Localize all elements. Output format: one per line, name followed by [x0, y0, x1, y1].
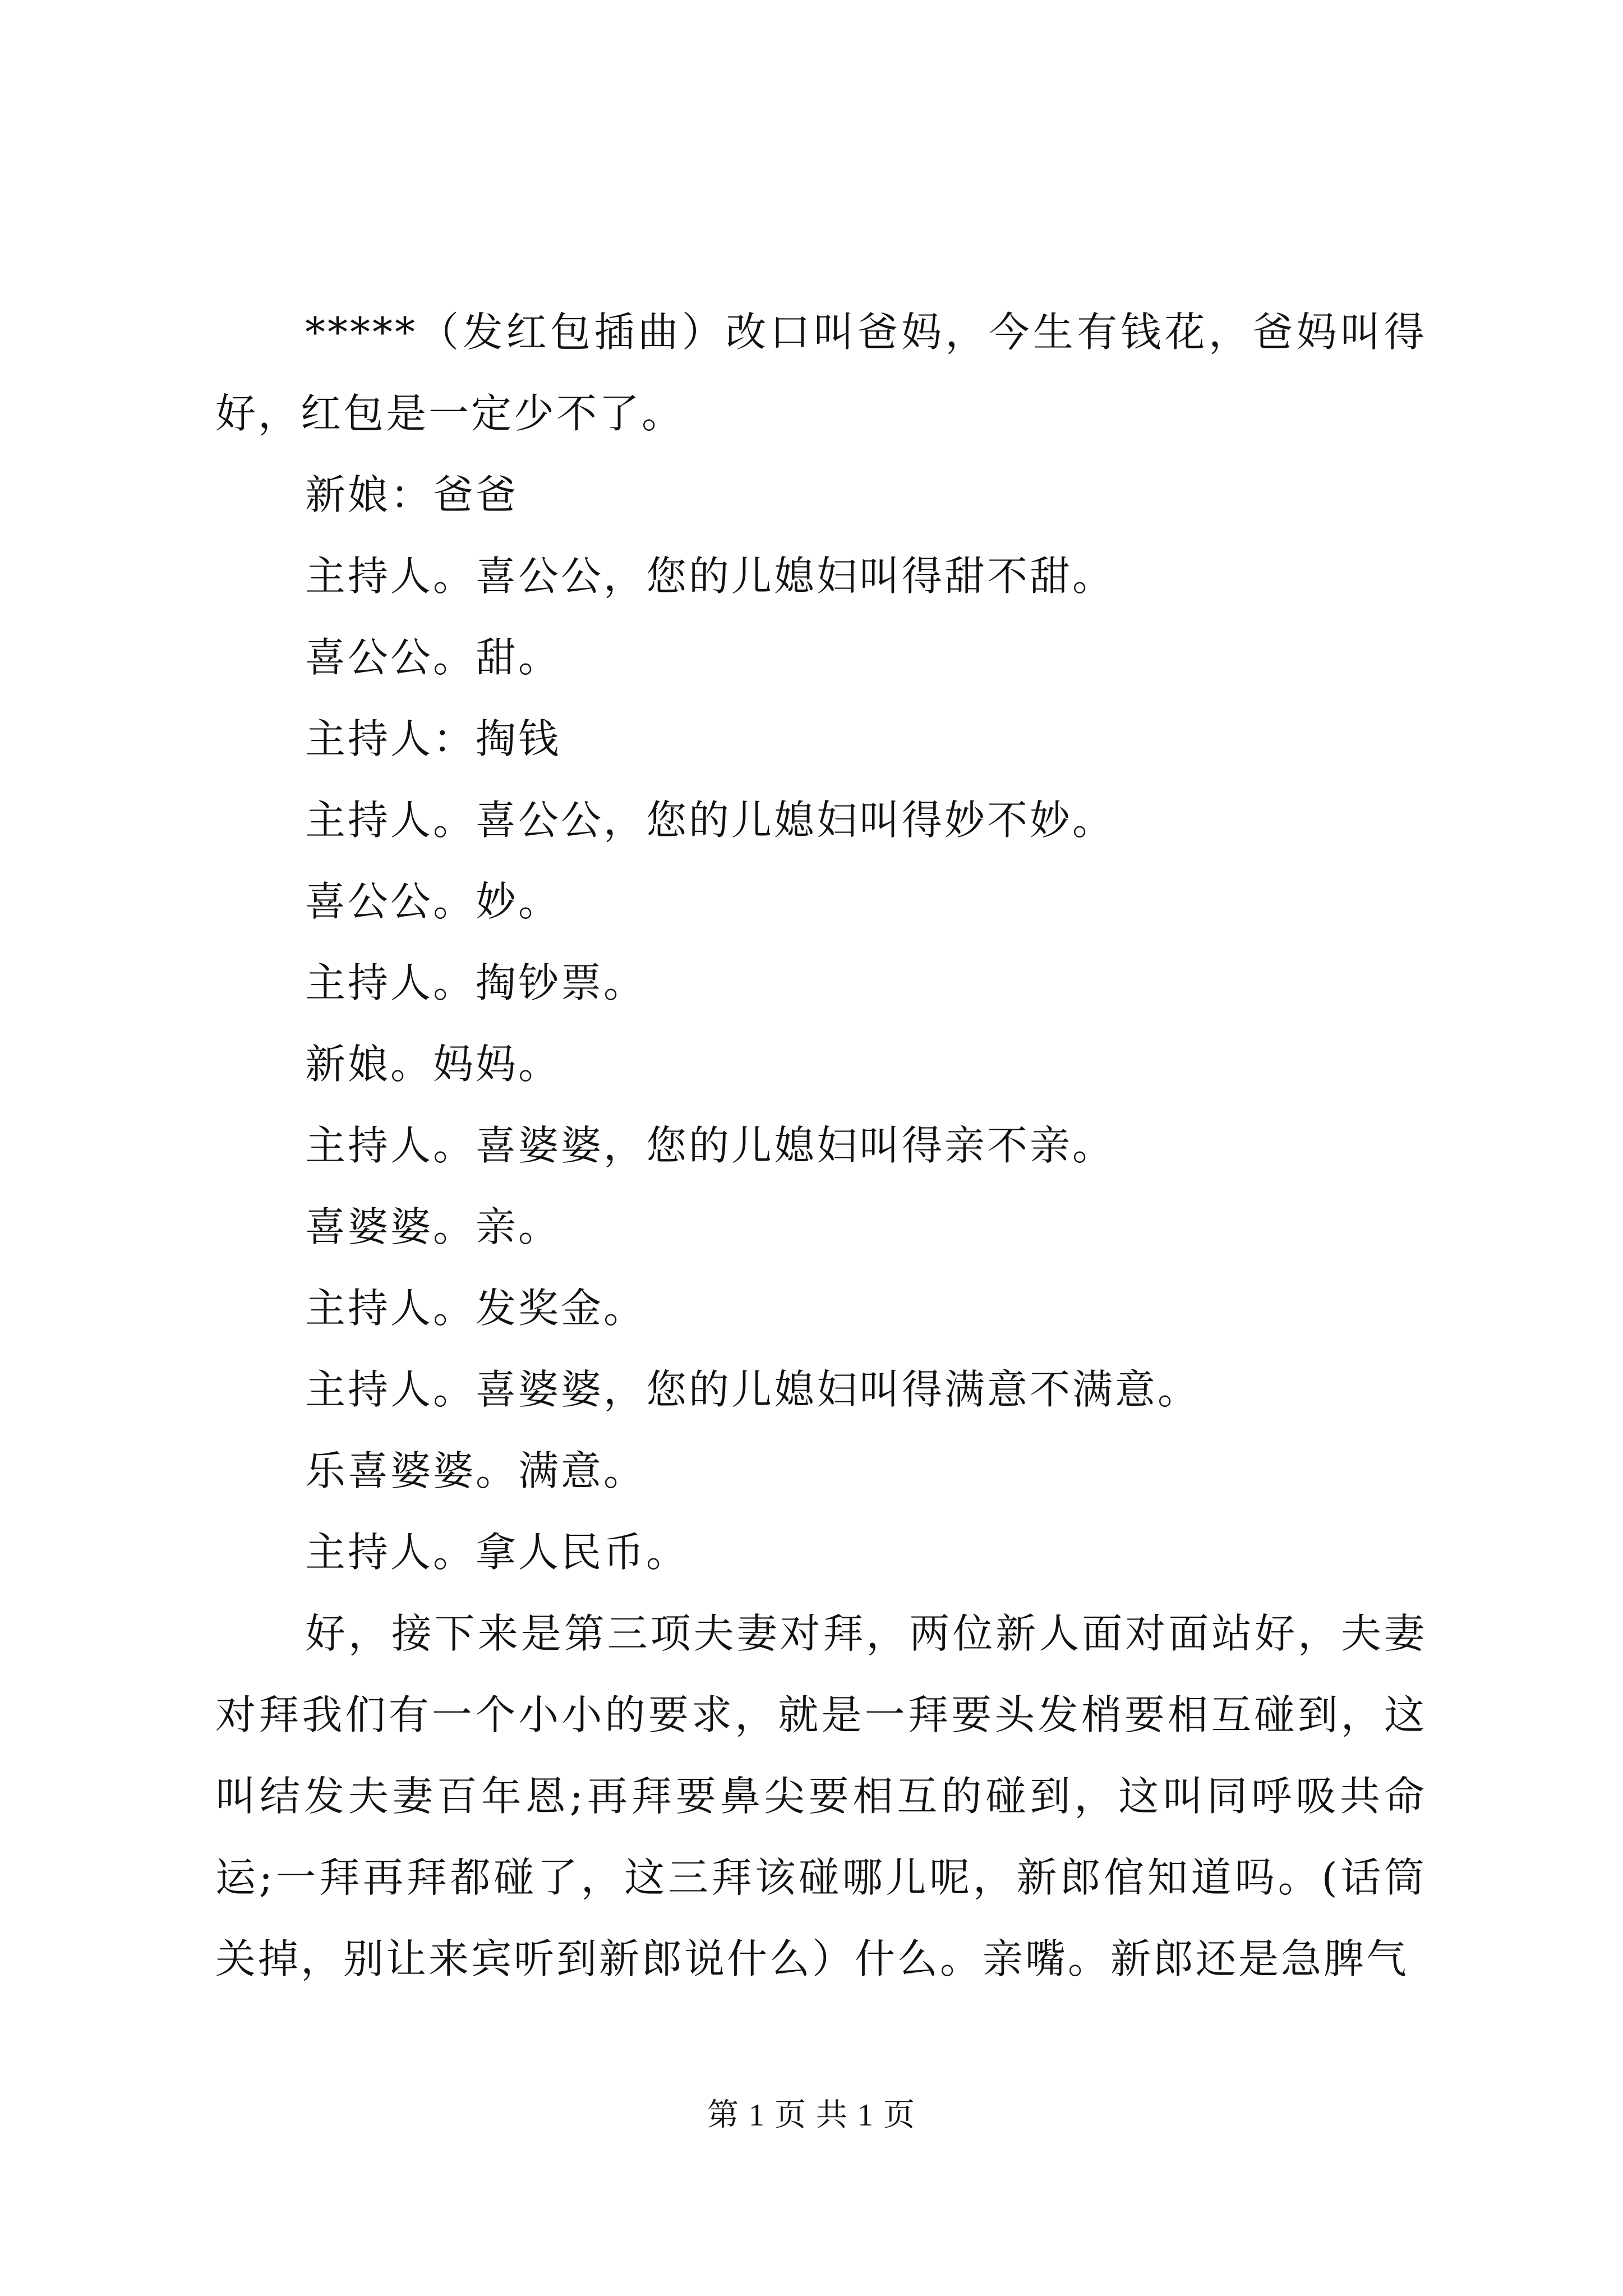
- dialogue-line: 主持人。拿人民币。: [305, 1529, 689, 1576]
- dialogue-line: 喜公公。妙。: [305, 878, 561, 925]
- dialogue-line: 乐喜婆婆。满意。: [305, 1447, 647, 1494]
- dialogue-line: 主持人。发奖金。: [305, 1285, 647, 1332]
- dialogue-line: 喜公公。甜。: [305, 634, 561, 681]
- document-body: [215, 292, 1427, 2000]
- dialogue-line: 主持人：掏钱: [305, 715, 561, 762]
- paragraph-red-envelope-intro: *****（发红包插曲）改口叫爸妈，今生有钱花，爸妈叫得好，红包是一定少不了。: [215, 309, 1427, 437]
- page-number-footer: 第 1 页 共 1 页: [707, 2098, 916, 2133]
- dialogue-line: 主持人。喜公公，您的儿媳妇叫得妙不妙。: [305, 797, 1115, 844]
- dialogue-line: 主持人。喜公公，您的儿媳妇叫得甜不甜。: [305, 553, 1115, 600]
- dialogue-line: 主持人。喜婆婆，您的儿媳妇叫得亲不亲。: [305, 1122, 1115, 1169]
- dialogue-line: 主持人。喜婆婆，您的儿媳妇叫得满意不满意。: [305, 1366, 1201, 1413]
- dialogue-line: 主持人。掏钞票。: [305, 959, 647, 1006]
- dialogue-line: 喜婆婆。亲。: [305, 1203, 561, 1250]
- dialogue-line: 新娘：爸爸: [305, 471, 519, 518]
- dialogue-line: 新娘。妈妈。: [305, 1041, 561, 1088]
- paragraph-couple-bow: 好，接下来是第三项夫妻对拜，两位新人面对面站好，夫妻对拜我们有一个小小的要求，就是一拜要头发梢要相互碰到，这叫结发夫妻百年恩;再拜要鼻尖要相互的碰到，这叫同呼吸共命运;一拜再拜都碰了，这三拜该碰哪儿呢，新郎倌知道吗。(话筒关掉，别让来宾听到新郎说什么）什么。亲嘴。新郎还是急脾气: [215, 1610, 1427, 1982]
